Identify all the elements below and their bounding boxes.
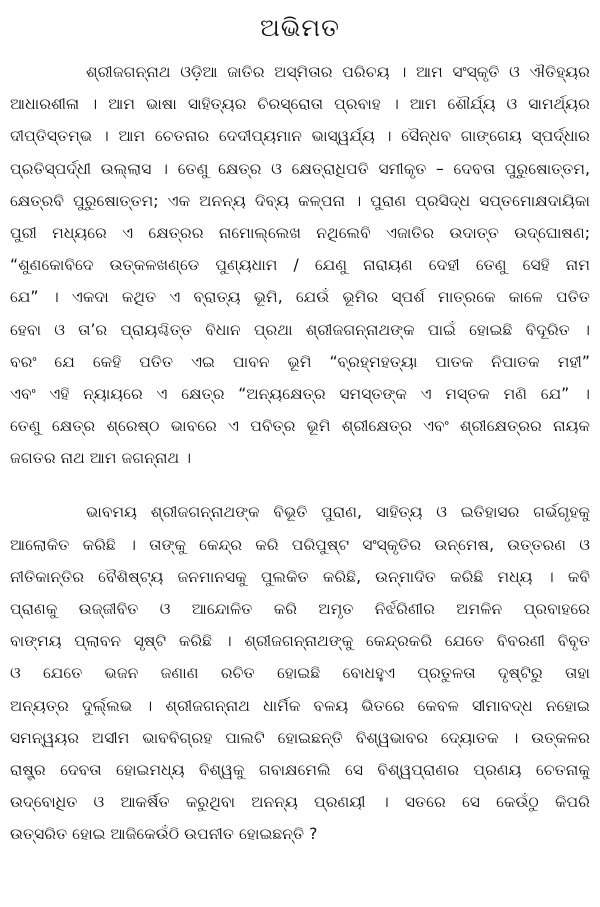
text-line: “ଶୁଣକୋବିଦେ ଉତ୍‌କଳଖଣ୍ଡେ ପୁଣ୍ୟଧାମ / ଯେଣୁ ନାରାୟଣ ଦେହୀ ତେଣୁ ସେହି ନାମ: [10, 256, 590, 275]
text-line: ପୁରୀ ମଧ୍ୟରେ ଏ କ୍ଷେତ୍ରର ନାମୋଲ୍ଲେଖ ନଥିଲେବି ଏଜାତିର ଉଦାତ୍ତ ଉଦ୍‌ଘୋଷଣ;: [10, 223, 590, 242]
paragraph-1: [10, 56, 590, 474]
page-title: ଅଭିମତ: [260, 13, 340, 42]
text-line: ଉଦ୍‌ବୋଧିତ ଓ ଆକର୍ଷିତ କରୁଥିବା ଅନନ୍ୟ ପ୍ରଣୟୀ । ସତରେ ସେ କେଉଁଠୁ କିପରି: [10, 793, 590, 812]
text-line: ପ୍ରତିସ୍ପର୍ଦ୍ଧୀ ଉଲ୍ଲାସ । ତେଣୁ କ୍ଷେତ୍ର ଓ କ୍ଷେତ୍ରାଧିପତି ସମୀକୃତ – ଦେବତା ପୁରୁଷୋତ୍ତମ,: [10, 159, 590, 178]
text-line: ଉତ୍ସରିତ ହୋଇ ଆଜିକେଉଁଠି ଉପନୀତ ହୋଇଛନ୍ତି ?: [10, 825, 318, 844]
text-line: ଆଲୋକିତ କରିଛି । ତାଙ୍କୁ କେନ୍ଦ୍ର କରି ପରିପୁଷ୍ଟ ସଂସ୍କୃତିର ଉନ୍ମେଷ, ଉତ୍ତରଣ ଓ: [10, 535, 590, 554]
text-line: ବରଂ ଯେ କେହି ପତିତ ଏଇ ପାବନ ଭୂମି “ବ୍ରହ୍ମହତ୍ୟା ପାତକ ନିପାତକ ମହୀ”: [10, 352, 590, 371]
text-line: ଆଧାରଶୀଳା । ଆମ ଭାଷା ସାହିତ୍ୟର ଚିରସ୍ରୋତା ପ୍ରବାହ । ଆମ ଶୌର୍ଯ୍ୟ ଓ ସାମର୍ଥ୍ୟର: [10, 95, 590, 114]
text-line: ବାଙ୍ମୟ ପ୍ଲାବନ ସୃଷ୍ଟି କରିଛି । ଶ୍ରୀଜଗନ୍ନାଥଙ୍କୁ କେନ୍ଦ୍ରକରି ଯେତେ ବିବରଣୀ ବିବୃତ: [10, 632, 590, 651]
text-line: ଶ୍ରୀଜଗନ୍ନାଥ ଓଡ଼ିଆ ଜାତିର ଅସ୍ମିତାର ପରିଚୟ । ଆମ ସଂସ୍କୃତି ଓ ଐତିହ୍ୟର: [86, 63, 590, 81]
text-line: ସମନ୍ୱୟର ଅସୀମ ଭାବବିଗ୍ରହ ପାଲଟି ହୋଇଛନ୍ତି ବିଶ୍ୱଭାବର ଦ୍ୟୋତକ । ଉତ୍କଳର: [10, 728, 590, 747]
text-line: ତେଣୁ କ୍ଷେତ୍ର ଶ୍ରେଷ୍ଠ ଭାବରେ ଏ ପବିତ୍ର ଭୂମି ଶ୍ରୀକ୍ଷେତ୍ର ଏବଂ ଶ୍ରୀକ୍ଷେତ୍ରର ନାୟକ: [10, 417, 590, 436]
text-line: କ୍ଷେତ୍ରବି ପୁରୁଷୋତ୍ତମ; ଏକ ଅନନ୍ୟ ଦିବ୍ୟ କଳ୍ପନା । ପୁରାଣ ପ୍ରସିଦ୍ଧ ସପ୍ତମୋକ୍ଷଦାୟିକା: [10, 191, 590, 210]
text-line: ଯେ” । ଏକଦା କଥିତ ଏ ବ୍ରାତ୍ୟ ଭୂମି, ଯେଉଁ ଭୂମିର ସ୍ପର୍ଶ ମାତ୍ରକେ କାଳେ ପତିତ: [10, 288, 590, 307]
text-line: ହେବା ଓ ତା’ର ପ୍ରାୟଶ୍ଚିତ୍ତ ବିଧାନ ପ୍ରଥା ଶ୍ରୀଜଗନ୍ନାଥଙ୍କ ପାଇଁ ହୋଇଛି ବିଦୂରିତ ।: [10, 320, 590, 339]
text-line: ଭାବମୟ ଶ୍ରୀଜଗନ୍ନାଥଙ୍କ ବିଭୂତି ପୁରାଣ, ସାହିତ୍ୟ ଓ ଇତିହାସର ଗର୍ଭଗୃହକୁ: [86, 503, 590, 522]
text-line: ଓ ଯେତେ ଭଜନ ଜଣାଣ ରଚିତ ହୋଇଛି ବୋଧହୁଏ ପ୍ରତୁଳତା ଦୃଷ୍ଟିରୁ ତାହା: [10, 664, 590, 683]
text-line: ନୀତିକାନ୍ତିର ବୈଶିଷ୍ଟ୍ୟ ଜନମାନସକୁ ପୁଲକିତ କରିଛି, ଉନ୍ମାଦିତ କରିଛି ମଧ୍ୟ । କବି: [10, 567, 590, 586]
text-line: ଜଗତର ନାଥ ଆମ ଜଗନ୍ନାଥ ।: [10, 449, 192, 468]
text-line: ରାଷ୍ଟ୍ର ଦେବତା ହୋଇମଧ୍ୟ ବିଶ୍ୱକୁ ଗବାକ୍ଷମେଲି ସେ ବିଶ୍ୱପ୍ରାଣର ପ୍ରଣୟ ଚେତନାକୁ: [10, 760, 590, 779]
text-line: ଦୀପ୍ତିସ୍ତମ୍ଭ । ଆମ ଚେତନାର ଦେଦୀପ୍ୟମାନ ଭାସ୍ୱର୍ଯ୍ୟ । ସୈନ୍ଧବ ଗାଙ୍ଗେୟ ସ୍ପର୍ଦ୍ଧାର: [10, 127, 590, 146]
text-line: ପ୍ରାଣକୁ ଉଜ୍ଜୀବିତ ଓ ଆନ୍ଦୋଳିତ କରି ଅମୃତ ନିର୍ଝରିଣୀର ଅମଳିନ ପ୍ରବାହରେ: [10, 600, 590, 618]
text-line: ଅନ୍ୟତ୍ର ଦୁର୍ଲ୍ଲଭ । ଶ୍ରୀଜଗନ୍ନାଥ ଧାର୍ମିକ ବଳୟ ଭିତରେ କେବଳ ସୀମାବଦ୍ଧ ନହୋଇ: [10, 696, 590, 715]
text-line: ଏବଂ ଏହି ନ୍ୟାୟରେ ଏ କ୍ଷେତ୍ର “ଅନ୍ୟକ୍ଷେତ୍ର ସମସ୍ତଙ୍କ ଏ ମସ୍ତକ ମଣି ଯେ” ।: [10, 384, 590, 403]
paragraph-2: [10, 496, 590, 850]
